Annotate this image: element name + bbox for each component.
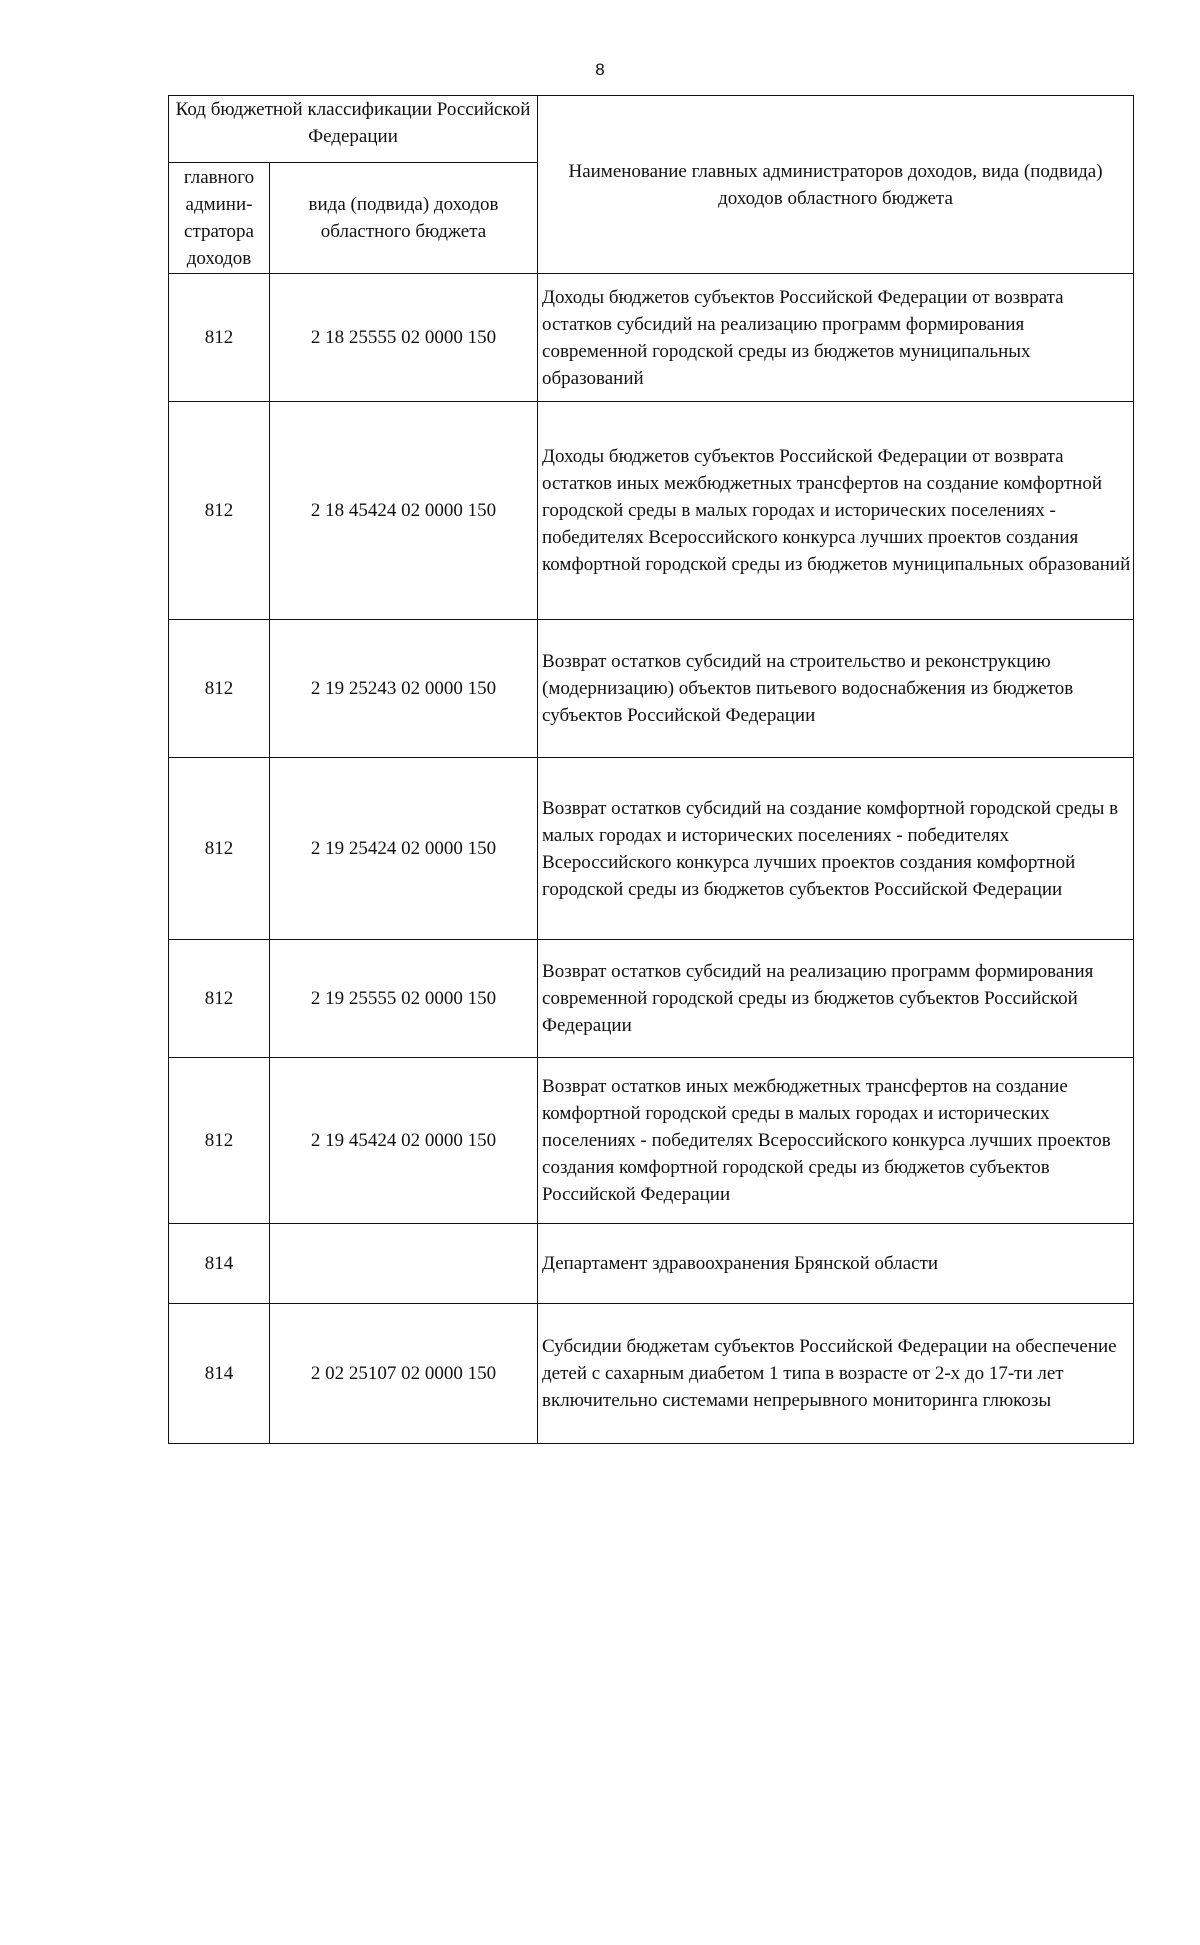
income-name-cell: Возврат остатков субсидий на строительство и реконструкцию (модернизацию) объектов питьевого водоснабжения из бюджетов субъектов Российской Федерации	[538, 620, 1134, 758]
admin-code-cell: 812	[169, 402, 270, 620]
income-name-cell: Доходы бюджетов субъектов Российской Федерации от возврата остатков иных межбюджетных трансфертов на создание комфортной городской среды в малых городах и исторических поселениях - победителях Всероссийского конкурса лучших проектов создания комфортной городской среды из бюджетов муниципальных образований	[538, 402, 1134, 620]
income-name-cell: Субсидии бюджетам субъектов Российской Федерации на обеспечение детей с сахарным диабетом 1 типа в возрасте от 2-х до 17-ти лет включительно системами непрерывного мониторинга глюкозы	[538, 1304, 1134, 1444]
admin-code-cell: 812	[169, 1058, 270, 1224]
income-name-cell: Возврат остатков субсидий на реализацию программ формирования современной городской среды из бюджетов субъектов Российской Федерации	[538, 940, 1134, 1058]
income-code-cell: 2 18 45424 02 0000 150	[270, 402, 538, 620]
income-code-cell	[270, 1224, 538, 1304]
header-name: Наименование главных администраторов доходов, вида (подвида) доходов областного бюджета	[538, 96, 1134, 274]
page-number: 8	[595, 60, 605, 79]
header-row	[169, 96, 1134, 163]
income-name-cell: Возврат остатков субсидий на создание комфортной городской среды в малых городах и исторических поселениях - победителях Всероссийского конкурса лучших проектов создания комфортной городской среды из бюджетов субъектов Российской Федерации	[538, 758, 1134, 940]
table-row	[169, 274, 1134, 402]
admin-code-cell: 812	[169, 940, 270, 1058]
admin-code-cell: 814	[169, 1304, 270, 1444]
admin-code-cell: 814	[169, 1224, 270, 1304]
header-code-group: Код бюджетной классификации Российской Федерации	[169, 96, 538, 163]
income-code-cell: 2 18 25555 02 0000 150	[270, 274, 538, 402]
header-code: вида (подвида) доходов областного бюджета	[270, 163, 538, 274]
income-code-cell: 2 19 25555 02 0000 150	[270, 940, 538, 1058]
income-code-cell: 2 19 25243 02 0000 150	[270, 620, 538, 758]
income-code-cell: 2 19 25424 02 0000 150	[270, 758, 538, 940]
table-row	[169, 402, 1134, 620]
budget-classification-table	[168, 95, 1134, 1444]
department-row	[169, 1224, 1134, 1304]
table-row	[169, 940, 1134, 1058]
table-row	[169, 1304, 1134, 1444]
header-admin: главного админи-стратора доходов	[169, 163, 270, 274]
table-row	[169, 620, 1134, 758]
admin-code-cell: 812	[169, 620, 270, 758]
income-code-cell: 2 19 45424 02 0000 150	[270, 1058, 538, 1224]
income-name-cell: Возврат остатков иных межбюджетных трансфертов на создание комфортной городской среды в малых городах и исторических поселениях - победителях Всероссийского конкурса лучших проектов создания комфортной городской среды из бюджетов субъектов Российской Федерации	[538, 1058, 1134, 1224]
income-code-cell: 2 02 25107 02 0000 150	[270, 1304, 538, 1444]
table-row	[169, 758, 1134, 940]
admin-code-cell: 812	[169, 758, 270, 940]
admin-code-cell: 812	[169, 274, 270, 402]
income-name-cell: Доходы бюджетов субъектов Российской Федерации от возврата остатков субсидий на реализацию программ формирования современной городской среды из бюджетов муниципальных образований	[538, 274, 1134, 402]
department-name-cell: Департамент здравоохранения Брянской области	[538, 1224, 1134, 1304]
table-row	[169, 1058, 1134, 1224]
